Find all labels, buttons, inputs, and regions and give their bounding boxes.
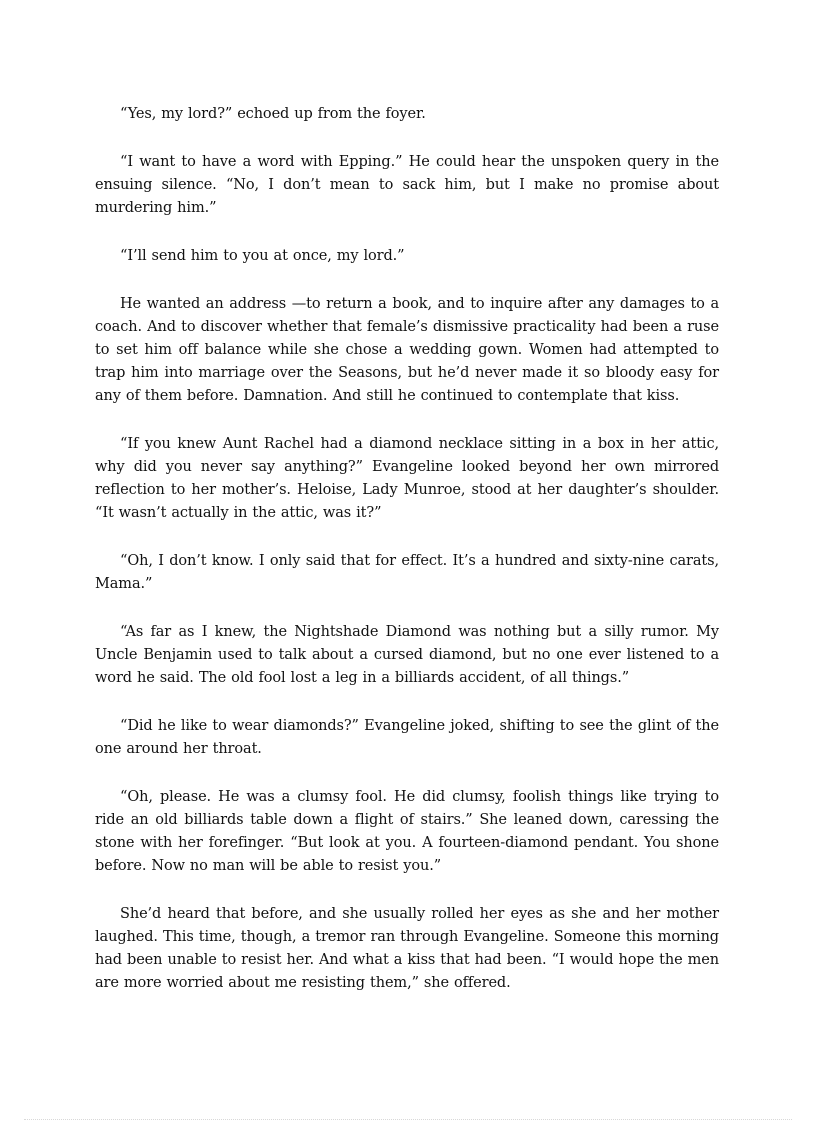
paragraph-2: “I want to have a word with Epping.” He could hear the unspoken query in the ensuing silence. “No, I don’t mean to sack him, but I make no promise about murdering him.” <box>95 154 719 216</box>
paragraph-8: “Did he like to wear diamonds?” Evangeline joked, shifting to see the glint of the one around her throat. <box>95 718 719 757</box>
paragraph-3: “I’ll send him to you at once, my lord.” <box>120 248 405 264</box>
paragraph-4: He wanted an address —to return a book, and to inquire after any damages to a coach. And to discover whether that female’s dismissive practicality had been a ruse to set him off balance while she chose a wedding gown. Women had attempted to trap him into marriage over the Seasons, but he’d never made it so bloody easy for any of them before. Damnation. And still he continued to contemplate that kiss. <box>95 296 719 404</box>
paragraph-1: “Yes, my lord?” echoed up from the foyer. <box>120 106 426 122</box>
paragraph-7: “As far as I knew, the Nightshade Diamond was nothing but a silly rumor. My Uncle Benjamin used to talk about a cursed diamond, but no one ever listened to a word he said. The old fool lost a leg in a billiards accident, of all things.” <box>95 624 719 686</box>
paragraph-6: “Oh, I don’t know. I only said that for effect. It’s a hundred and sixty-nine carats, Mama.” <box>95 553 719 592</box>
paragraph-5: “If you knew Aunt Rachel had a diamond necklace sitting in a box in her attic, why did you never say anything?” Evangeline looked beyond her own mirrored reflection to her mother’s. Heloise, Lady Munroe, stood at her daughter’s shoulder. “It wasn’t actually in the attic, was it?” <box>95 436 719 521</box>
document-page <box>95 103 719 1019</box>
paragraph-9: “Oh, please. He was a clumsy fool. He did clumsy, foolish things like trying to ride an old billiards table down a flight of stairs.” She leaned down, caressing the stone with her forefinger. “But look at you. A fourteen-diamond pendant. You shone before. Now no man will be able to resist you.” <box>95 789 719 874</box>
page-bottom-divider <box>24 1119 792 1120</box>
paragraph-10: She’d heard that before, and she usually rolled her eyes as she and her mother laughed. This time, though, a tremor ran through Evangeline. Someone this morning had been unable to resist her. And what a kiss that had been. “I would hope the men are more worried about me resisting them,” she offered. <box>95 906 719 991</box>
